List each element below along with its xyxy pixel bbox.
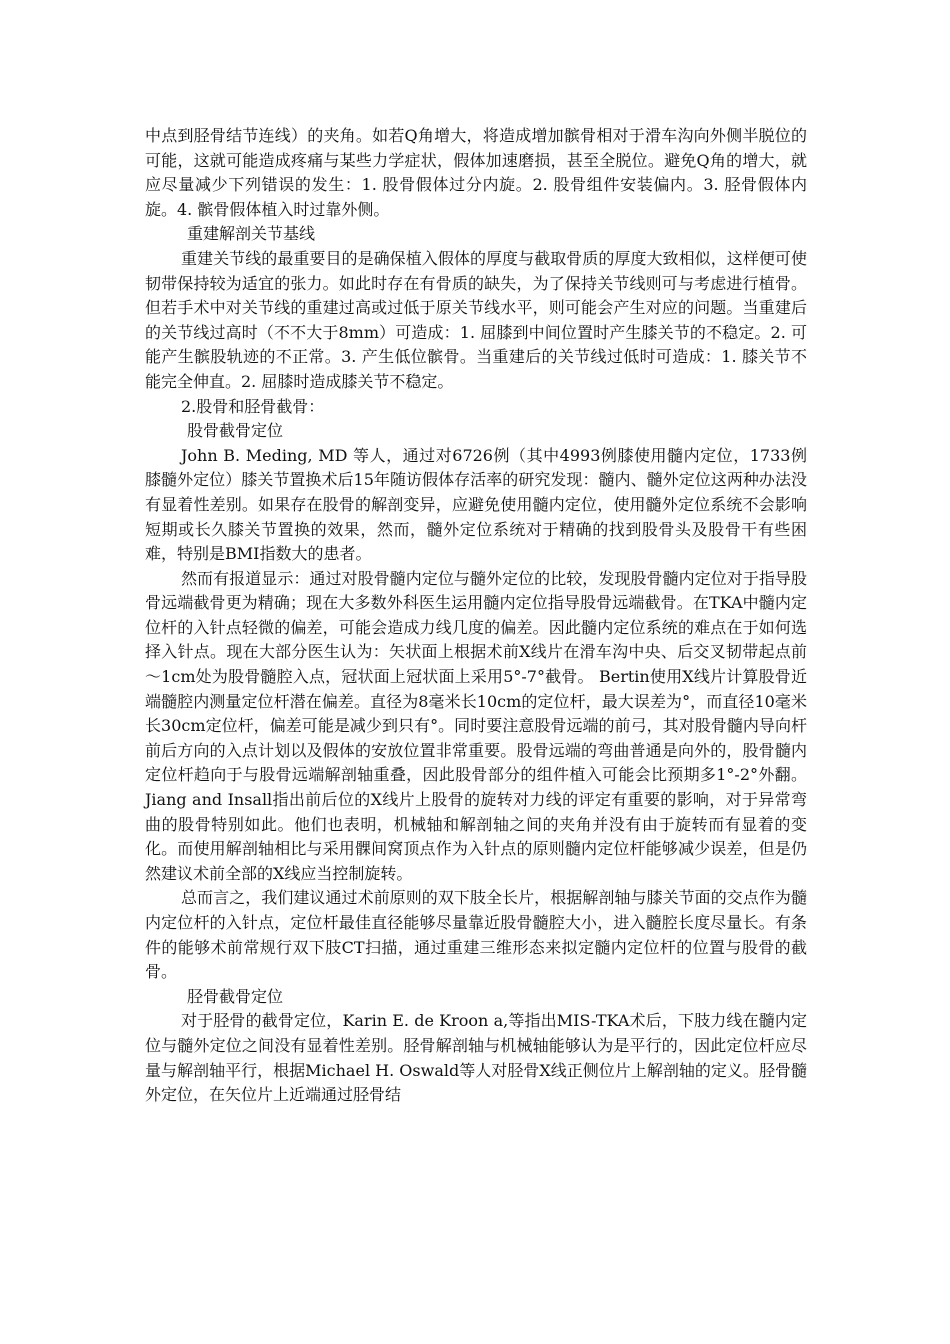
paragraph-intramedullary-comparison: 然而有报道显示：通过对股骨髓内定位与髓外定位的比较，发现股骨髓内定位对于指导股骨远端截骨更为精确；现在大多数外科医生运用髓内定位指导股骨远端截骨。在TKA中髓内定位杆的入针点轻微的偏差，可能会造成力线几度的偏差。因此髓内定位系统的难点在于如何选择入针点。现在大部分医生认为：矢状面上根据术前X线片在滑车沟中央、后交叉韧带起点前～1cm处为股骨髓腔入点，冠状面上冠状面上采用5°-7°截骨。 Bertin使用X线片计算股骨近端髓腔内测量定位杆潜在偏差。直径为8毫米长10cm的定位杆，最大误差为°，而直径10毫米长30cm定位杆，偏差可能是减少到只有°。同时要注意股骨远端的前弓，其对股骨髓内导向杆前后方向的入点计划以及假体的安放位置非常重要。股骨远端的弯曲普通是向外的，股骨髓内定位杆趋向于与股骨远端解剖轴重叠，因此股骨部分的组件植入可能会比预期多1°-2°外翻。Jiang and Insall指出前后位的X线片上股骨的旋转对力线的评定有重要的影响，对于异常弯曲的股骨特别如此。他们也表明，机械轴和解剖轴之间的夹角并没有由于旋转而有显着的变化。而使用解剖轴相比与采用髁间窝顶点作为入针点的原则髓内定位杆能够减少误差，但是仍然建议术前全部的X线应当控制旋转。 xyxy=(145,568,807,883)
paragraph-tibial-positioning: 对于胫骨的截骨定位，Karin E. de Kroon a,等指出MIS-TKA术后，下肢力线在髓内定位与髓外定位之间没有显着性差别。胫骨解剖轴与机械轴能够认为是平行的，因此定位杆应尽量与解剖轴平行，根据Michael H. Oswald等人对胫骨X线正侧位片上解剖轴的定义。胫骨髓外定位，在矢位片上近端通过胫骨结 xyxy=(145,1011,807,1105)
heading-joint-line: 重建解剖关节基线 xyxy=(187,224,316,244)
document-body xyxy=(145,124,807,1108)
paragraph-meding-study: John B. Meding, MD 等人，通过对6726例（其中4993例膝使用髓内定位，1733例膝髓外定位）膝关节置换术后15年随访假体存活率的研究发现：髓内、髓外定位这两种办法没有显着性差别。如果存在股骨的解剖变异，应避免使用髓内定位，使用髓外定位系统不会影响短期或长久膝关节置换的效果，然而，髓外定位系统对于精确的找到股骨头及股骨干有些困难，特别是BMI指数大的患者。 xyxy=(145,445,807,564)
heading-tibial-positioning: 胫骨截骨定位 xyxy=(187,986,284,1006)
heading-femoral-positioning: 股骨截骨定位 xyxy=(187,421,284,441)
paragraph-joint-line: 重建关节线的最重要目的是确保植入假体的厚度与截取骨质的厚度大致相似，这样便可使韧带保持较为适宜的张力。如此时存在有骨质的缺失，为了保持关节线则可与考虑进行植骨。但若手术中对关节线的重建过高或过低于原关节线水平，则可能会产生对应的问题。当重建后的关节线过高时（不不大于8mm）可造成：1. 屈膝到中间位置时产生膝关节的不稳定。2. 可能产生髌股轨迹的不正常。3. 产生低位髌骨。当重建后的关节线过低时可造成：1. 膝关节不能完全伸直。2. 屈膝时造成膝关节不稳定。 xyxy=(145,248,807,391)
paragraph-q-angle: 中点到胫骨结节连线）的夹角。如若Q角增大，将造成增加髌骨相对于滑车沟向外侧半脱位的可能，这就可能造成疼痛与某些力学症状，假体加速磨损，甚至全脱位。避免Q角的增大，就应尽量减少下列错误的发生：1. 股骨假体过分内旋。2. 股骨组件安装偏内。3. 胫骨假体内旋。4. 髌骨假体植入时过靠外侧。 xyxy=(145,126,807,219)
paragraph-summary: 总而言之，我们建议通过术前原则的双下肢全长片，根据解剖轴与膝关节面的交点作为髓内定位杆的入针点，定位杆最佳直径能够尽量靠近股骨髓腔大小，进入髓腔长度尽量长。有条件的能够术前常规行双下肢CT扫描，通过重建三维形态来拟定髓内定位杆的位置与股骨的截骨。 xyxy=(145,888,807,982)
section-title-osteotomy: 2.股骨和胫骨截骨： xyxy=(181,396,325,416)
